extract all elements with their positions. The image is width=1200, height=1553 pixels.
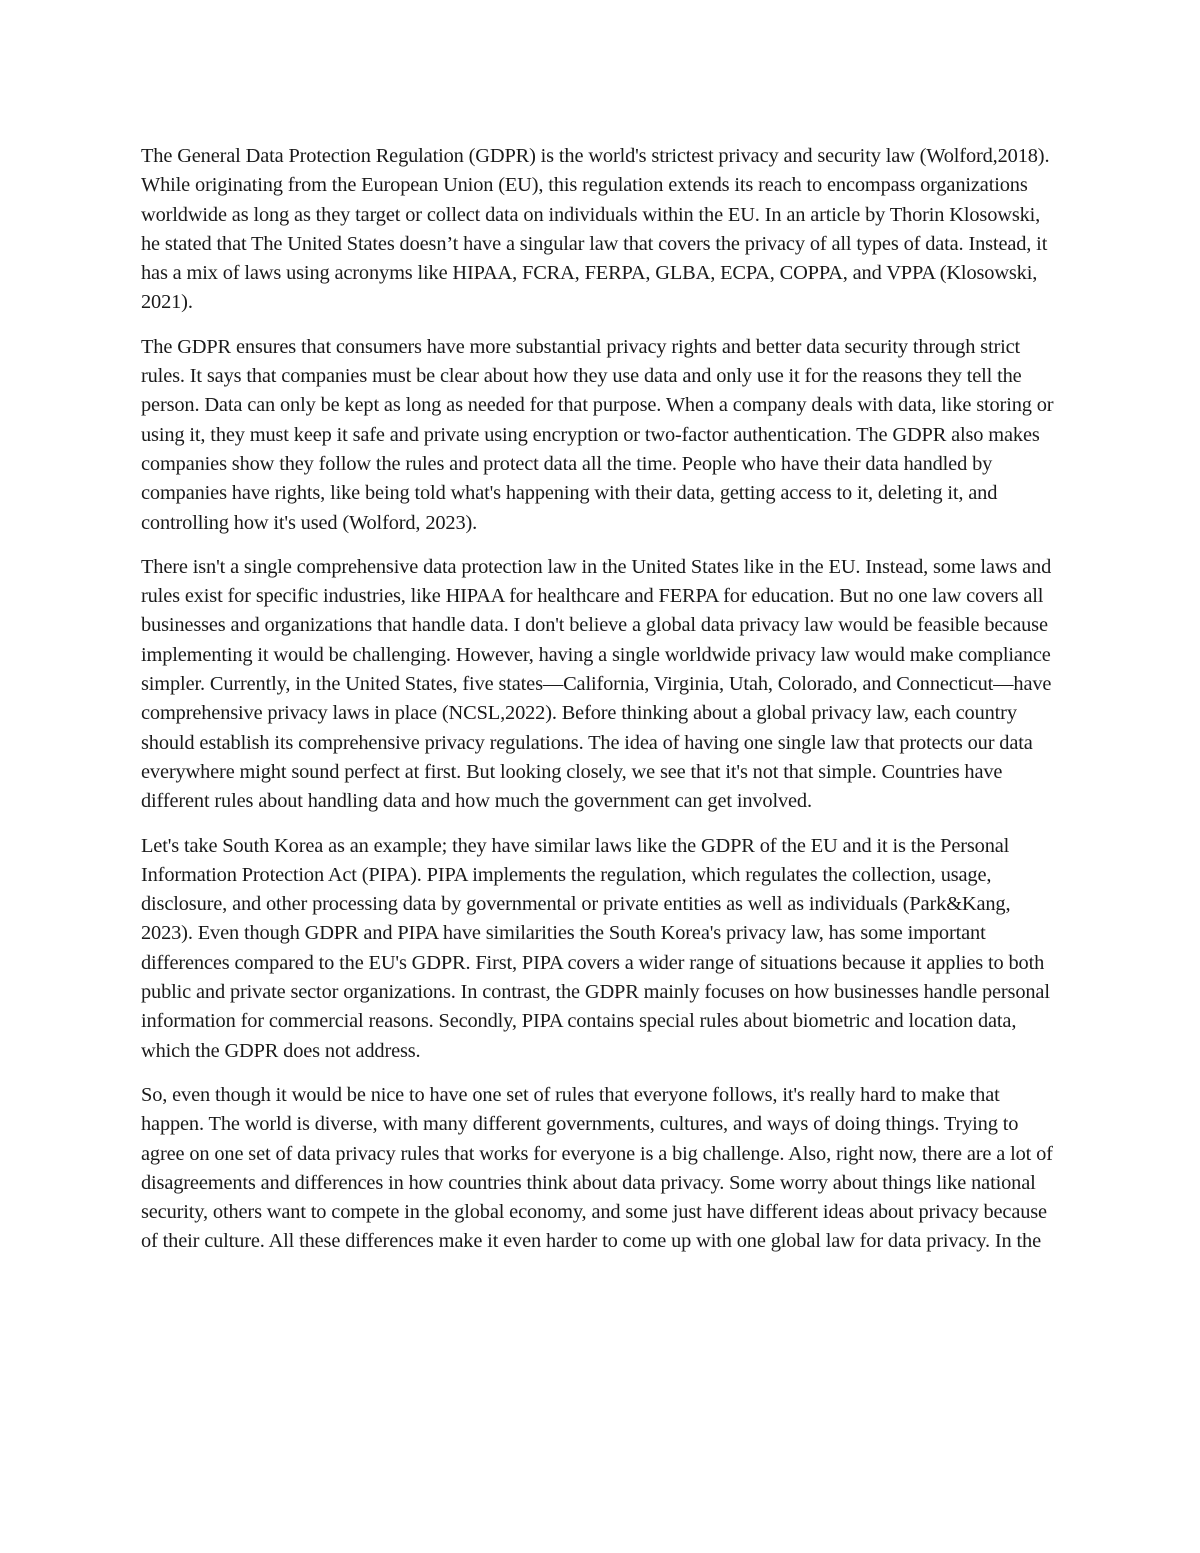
paragraph-conclusion: So, even though it would be nice to have one set of rules that everyone follows, it's really hard to make that happen. The world is diverse, with many different governments, cultures, and ways of doing things. Trying to agree on one set of data privacy rules that works for everyone is a big challenge. Also, right now, there are a lot of disagreements and differences in how countries think about data privacy. Some worry about things like national security, others want to compete in the global economy, and some just have different ideas about privacy because of their culture. All these differences make it even harder to come up with one global law for data privacy. In the	[141, 1083, 1053, 1253]
paragraph-gdpr-intro: The General Data Protection Regulation (GDPR) is the world's strictest privacy and security law (Wolford,2018). While originating from the European Union (EU), this regulation extends its reach to encompass organizations worldwide as long as they target or collect data on individuals within the EU. In an article by Thorin Klosowski, he stated that The United States doesn’t have a singular law that covers the privacy of all types of data. Instead, it has a mix of laws using acronyms like HIPAA, FCRA, FERPA, GLBA, ECPA, COPPA, and VPPA (Klosowski, 2021).	[141, 145, 1050, 314]
paragraph-south-korea: Let's take South Korea as an example; they have similar laws like the GDPR of the EU and it is the Personal Information Protection Act (PIPA). PIPA implements the regulation, which regulates the collection, usage, disclosure, and other processing data by governmental or private entities as well as individuals (Park&Kang, 2023). Even though GDPR and PIPA have similarities the South Korea's privacy law, has some important differences compared to the EU's GDPR. First, PIPA covers a wider range of situations because it applies to both public and private sector organizations. In contrast, the GDPR mainly focuses on how businesses handle personal information for commercial reasons. Secondly, PIPA contains special rules about biometric and location data, which the GDPR does not address.	[141, 834, 1050, 1062]
document-body	[141, 142, 1063, 1272]
paragraph-us-laws: There isn't a single comprehensive data protection law in the United States like in the EU. Instead, some laws and rules exist for specific industries, like HIPAA for healthcare and FERPA for education. But no one law covers all businesses and organizations that handle data. I don't believe a global data privacy law would be feasible because implementing it would be challenging. However, having a single worldwide privacy law would make compliance simpler. Currently, in the United States, five states—California, Virginia, Utah, Colorado, and Connecticut—have comprehensive privacy laws in place (NCSL,2022). Before thinking about a global privacy law, each country should establish its comprehensive privacy regulations. The idea of having one single law that protects our data everywhere might sound perfect at first. But looking closely, we see that it's not that simple. Countries have different rules about handling data and how much the government can get involved.	[141, 555, 1052, 813]
paragraph-gdpr-rights: The GDPR ensures that consumers have more substantial privacy rights and better data security through strict rules. It says that companies must be clear about how they use data and only use it for the reasons they tell the person. Data can only be kept as long as needed for that purpose. When a company deals with data, like storing or using it, they must keep it safe and private using encryption or two-factor authentication. The GDPR also makes companies show they follow the rules and protect data all the time. People who have their data handled by companies have rights, like being told what's happening with their data, getting access to it, deleting it, and controlling how it's used (Wolford, 2023).	[141, 335, 1054, 534]
